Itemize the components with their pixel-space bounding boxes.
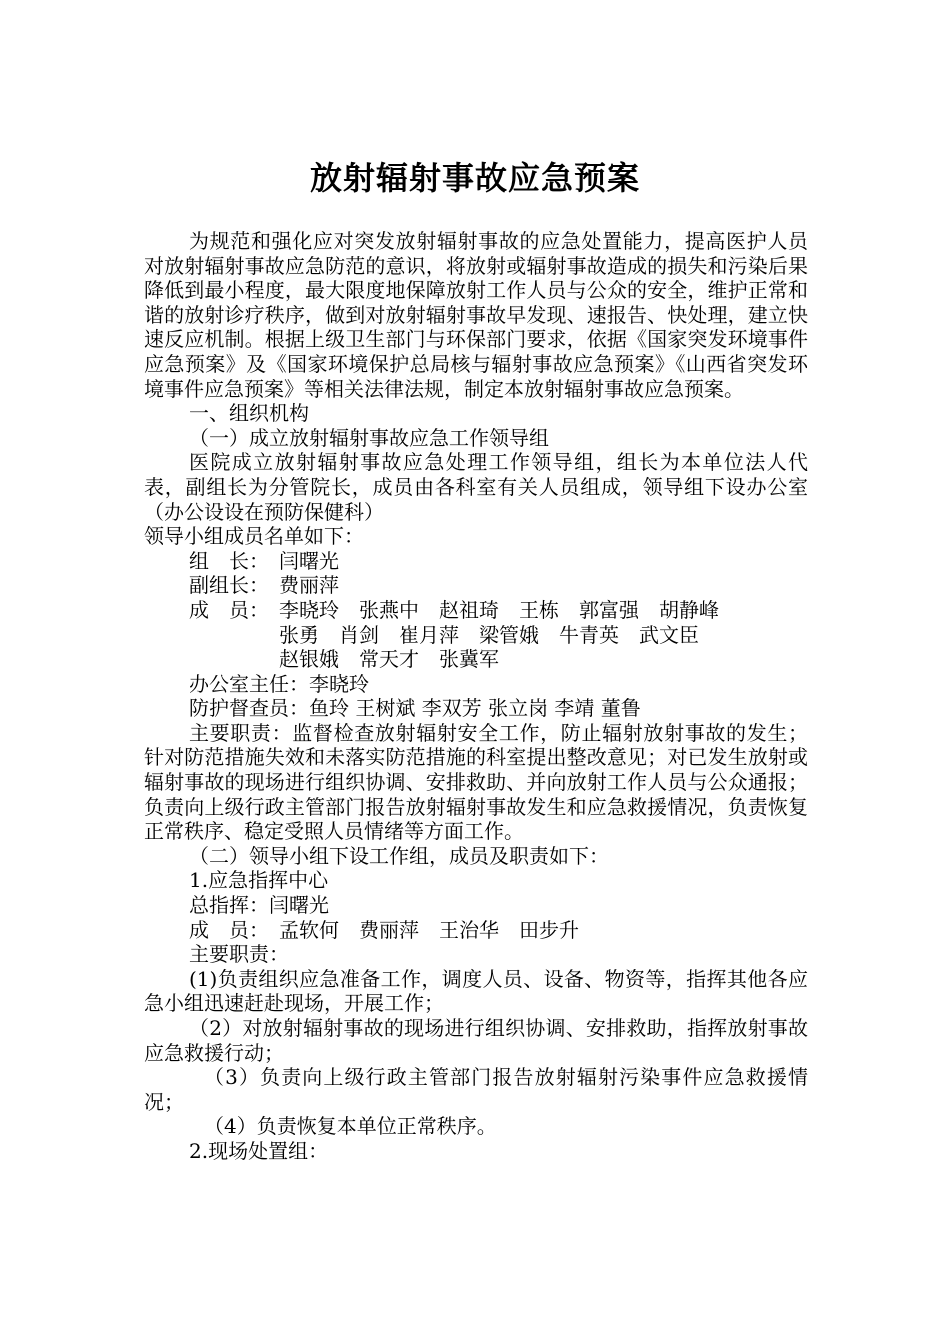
group-commander: 总指挥：闫曙光 <box>189 893 329 918</box>
roster-row-inspectors <box>189 696 808 721</box>
subsection-heading-leadership-group: （一）成立放射辐射事故应急工作领导组 <box>189 425 549 450</box>
duty-item: （3）负责向上级行政主管部门报告放射辐射污染事件应急救援情况； <box>144 1065 808 1114</box>
group-members: 成 员： 孟软何 费丽萍 王治华 田步升 <box>189 917 579 942</box>
duties-paragraph: 主要职责：监督检查放射辐射安全工作，防止辐射放射事故的发生；针对防范措施失效和未落实防范措施的科室提出整改意见；对已发生放射或辐射事故的现场进行组织协调、安排救助、并向放射工作人员与公众通报；负责向上级行政主管部门报告放射辐射事故发生和应急救援情况，负责恢复正常秩序、稳定受照人员情绪等方面工作。 <box>144 720 808 844</box>
roster-label: 组 长： <box>189 548 269 573</box>
roster-intro: 领导小组成员名单如下： <box>144 524 364 549</box>
leadership-roster <box>144 549 808 721</box>
roster-label: 成 员： <box>189 597 269 622</box>
roster-members-continued: 张勇 肖剑 崔月萍 梁管娥 牛青英 武文臣 <box>279 622 699 647</box>
group-title-onsite-response: 2.现场处置组： <box>189 1138 329 1163</box>
roster-value: 闫曙光 <box>279 548 339 573</box>
roster-row-office-director <box>189 672 808 697</box>
roster-label: 副组长： <box>189 573 269 598</box>
document-body <box>144 229 808 1164</box>
roster-members-continued: 赵银娥 常天才 张冀军 <box>279 647 499 672</box>
duty-item: (1)负责组织应急准备工作，调度人员、设备、物资等，指挥其他各应急小组迅速赶赴现场，开展工作； <box>144 966 808 1016</box>
intro-paragraph: 为规范和强化应对突发放射辐射事故的应急处置能力，提高医护人员对放射辐射事故应急防范的意识，将放射或辐射事故造成的损失和污染后果降低到最小程度，最大限度地保障放射工作人员与公众的安全，维护正常和谐的放射诊疗秩序，做到对放射辐射事故早发现、速报告、快处理，建立快速反应机制。根据上级卫生部门与环保部门要求，依据《国家突发环境事件应急预案》及《国家环境保护总局核与辐射事故应急预案》《山西省突发环境事件应急预案》等相关法律法规，制定本放射辐射事故应急预案。 <box>144 229 808 401</box>
group-title-command-center: 1.应急指挥中心 <box>189 868 329 893</box>
roster-value: 李晓玲 张燕中 赵祖琦 王栋 郭富强 胡静峰 <box>279 597 719 622</box>
roster-row-members <box>189 598 808 623</box>
section-heading-organization: 一、组织机构 <box>189 401 309 426</box>
document-title: 放射辐射事故应急预案 <box>309 159 640 197</box>
roster-value: 防护督查员：鱼玲 王树斌 李双芳 张立岗 李靖 董鲁 <box>189 696 641 721</box>
roster-row-deputy <box>189 573 808 598</box>
roster-value: 费丽萍 <box>279 573 339 598</box>
duty-item: （4）负责恢复本单位正常秩序。 <box>204 1114 497 1139</box>
group-duties-label: 主要职责： <box>189 942 289 967</box>
roster-row-leader <box>189 549 808 574</box>
duty-item: （2）对放射辐射事故的现场进行组织协调、安排救助，指挥放射事故应急救援行动； <box>144 1016 808 1065</box>
leadership-group-paragraph: 医院成立放射辐射事故应急处理工作领导组，组长为本单位法人代表，副组长为分管院长，成员由各科室有关人员组成，领导组下设办公室（办公设设在预防保健科） <box>144 450 808 524</box>
subsection-heading-working-groups: （二）领导小组下设工作组，成员及职责如下： <box>189 843 609 868</box>
roster-value: 办公室主任：李晓玲 <box>189 671 369 696</box>
